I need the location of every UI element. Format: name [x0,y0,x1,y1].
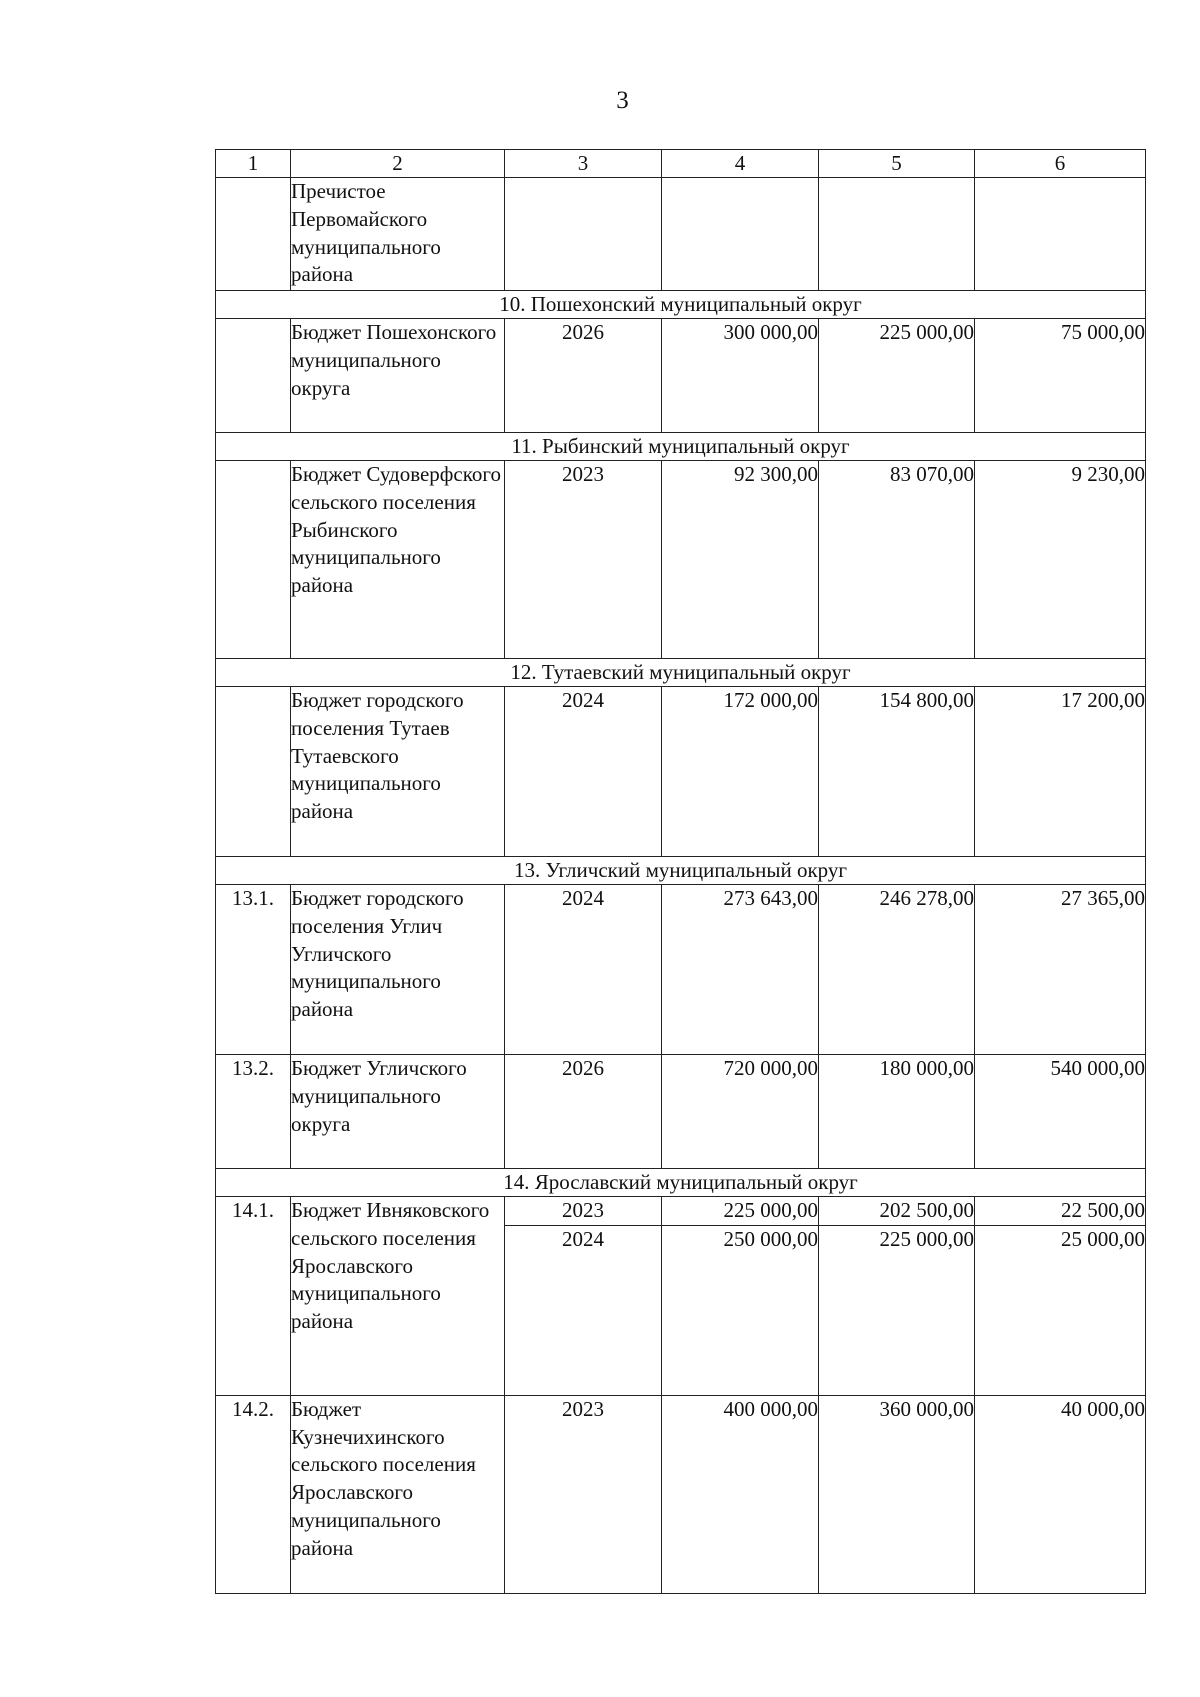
row-budget-name: Бюджет Судоверфского сельского поселения Рыбинского муниципального района [291,461,505,659]
section-row [216,1169,1146,1197]
row-col6: 17 200,00 [975,687,1146,857]
row-number [216,461,291,659]
row-col6: 75 000,00 [975,319,1146,433]
row-year: 2023 [505,461,662,659]
row-total: 300 000,00 [662,319,819,433]
column-header: 2 [291,150,505,178]
column-header: 6 [975,150,1146,178]
column-header: 5 [819,150,975,178]
column-header: 3 [505,150,662,178]
row-col6 [975,178,1146,291]
row-budget-name: Бюджет Пошехонского муниципального округа [291,319,505,433]
row-total [662,178,819,291]
row-number: 14.1. [216,1197,291,1396]
row-budget-name: Пречистое Первомайского муниципального района [291,178,505,291]
table-row [216,687,1146,857]
section-row [216,659,1146,687]
row-number [216,319,291,433]
row-col5: 180 000,00 [819,1055,975,1169]
section-title: 12. Тутаевский муниципальный округ [216,659,1146,687]
row-total: 273 643,00 [662,885,819,1055]
row-year: 2023 [505,1395,662,1593]
row-col6: 25 000,00 [975,1225,1146,1395]
row-col6: 9 230,00 [975,461,1146,659]
column-header: 4 [662,150,819,178]
row-col6: 27 365,00 [975,885,1146,1055]
row-year: 2024 [505,1225,662,1395]
row-total: 720 000,00 [662,1055,819,1169]
row-budget-name: Бюджет Кузнечихинского сельского поселения Ярославского муниципального района [291,1395,505,1593]
row-col5: 225 000,00 [819,319,975,433]
section-row [216,857,1146,885]
row-total: 92 300,00 [662,461,819,659]
row-year: 2026 [505,319,662,433]
table-row [216,1055,1146,1169]
row-budget-name: Бюджет городского поселения Углич Угличского муниципального района [291,885,505,1055]
row-col5: 202 500,00 [819,1197,975,1226]
table-row [216,319,1146,433]
row-col5: 154 800,00 [819,687,975,857]
table-row [216,178,1146,291]
section-title: 14. Ярославский муниципальный округ [216,1169,1146,1197]
row-number: 13.1. [216,885,291,1055]
row-col5 [819,178,975,291]
table-row [216,1197,1146,1226]
table-row [216,885,1146,1055]
row-col6: 540 000,00 [975,1055,1146,1169]
section-title: 13. Угличский муниципальный округ [216,857,1146,885]
row-budget-name: Бюджет Угличского муниципального округа [291,1055,505,1169]
row-number: 14.2. [216,1395,291,1593]
row-total: 172 000,00 [662,687,819,857]
row-col6: 22 500,00 [975,1197,1146,1226]
table-row [216,461,1146,659]
row-year: 2024 [505,687,662,857]
row-total: 225 000,00 [662,1197,819,1226]
row-col5: 246 278,00 [819,885,975,1055]
row-number [216,178,291,291]
row-budget-name: Бюджет городского поселения Тутаев Тутаевского муниципального района [291,687,505,857]
table-row [216,1395,1146,1593]
page-number: 3 [616,87,629,114]
row-year: 2024 [505,885,662,1055]
column-header: 1 [216,150,291,178]
row-total: 400 000,00 [662,1395,819,1593]
section-row [216,433,1146,461]
row-number: 13.2. [216,1055,291,1169]
table-header-row [216,150,1146,178]
row-year: 2026 [505,1055,662,1169]
section-title: 11. Рыбинский муниципальный округ [216,433,1146,461]
budget-table [215,149,1146,1594]
row-col5: 225 000,00 [819,1225,975,1395]
row-budget-name: Бюджет Ивняковского сельского поселения Ярославского муниципального района [291,1197,505,1396]
row-number [216,687,291,857]
row-col5: 83 070,00 [819,461,975,659]
row-total: 250 000,00 [662,1225,819,1395]
section-title: 10. Пошехонский муниципальный округ [216,291,1146,319]
row-col5: 360 000,00 [819,1395,975,1593]
row-year [505,178,662,291]
section-row [216,291,1146,319]
row-col6: 40 000,00 [975,1395,1146,1593]
row-year: 2023 [505,1197,662,1226]
